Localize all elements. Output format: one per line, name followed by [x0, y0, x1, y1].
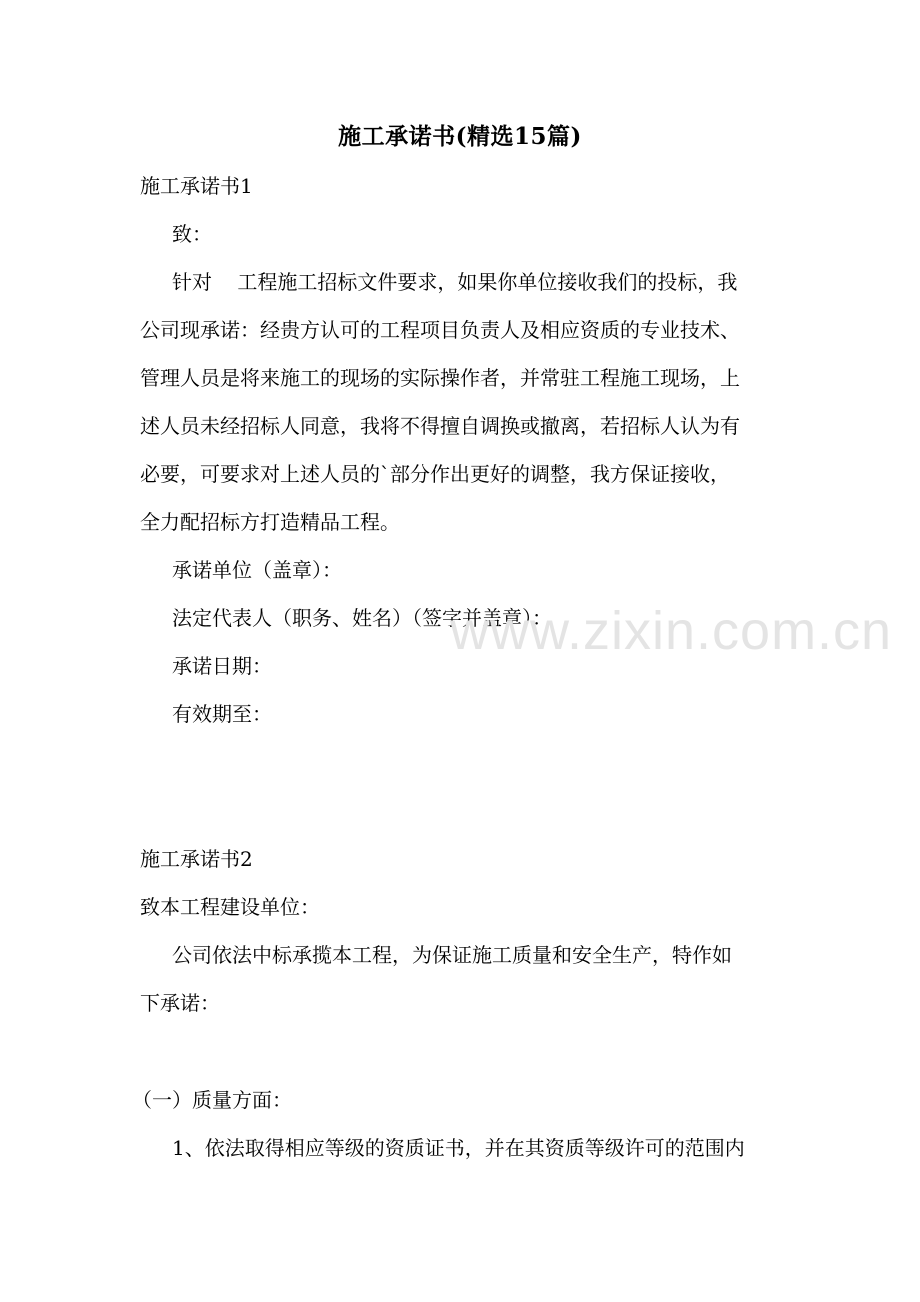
legal-rep-line: 法定代表人（职务、姓名）（签字并盖章）：	[172, 606, 552, 630]
section1-body-line: 述人员未经招标人同意，我将不得擅自调换或撤离，若招标人认为有	[140, 414, 740, 438]
section1-body-line: 必要，可要求对上述人员的`部分作出更好的调整，我方保证接收，	[140, 462, 730, 486]
validity-line: 有效期至：	[172, 702, 272, 726]
section2-salutation: 致本工程建设单位：	[140, 895, 320, 919]
document-title: 施工承诺书(精选15篇)	[338, 123, 582, 150]
section1-body-line: 针对 工程施工招标文件要求，如果你单位接收我们的投标，我	[172, 270, 738, 294]
quality-item-1: 1、依法取得相应等级的资质证书，并在其资质等级许可的范围内	[172, 1136, 745, 1160]
section2-heading: 施工承诺书2	[140, 847, 253, 871]
section1-body-line: 公司现承诺：经贵方认可的工程项目负责人及相应资质的专业技术、	[140, 318, 740, 342]
section1-heading: 施工承诺书1	[140, 174, 253, 198]
watermark-text: www.zixin.com.cn	[450, 601, 893, 661]
section1-body-line: 全力配招标方打造精品工程。	[140, 510, 400, 534]
promise-date-line: 承诺日期：	[172, 654, 272, 678]
section2-body-line: 下承诺：	[140, 991, 220, 1015]
sign-unit-line: 承诺单位（盖章）：	[172, 558, 342, 582]
section1-salutation: 致：	[172, 222, 212, 246]
section2-body-line: 公司依法中标承揽本工程，为保证施工质量和安全生产，特作如	[172, 943, 732, 967]
quality-subheading: （一）质量方面：	[132, 1088, 292, 1112]
section1-body-line: 管理人员是将来施工的现场的实际操作者，并常驻工程施工现场，上	[140, 366, 740, 390]
